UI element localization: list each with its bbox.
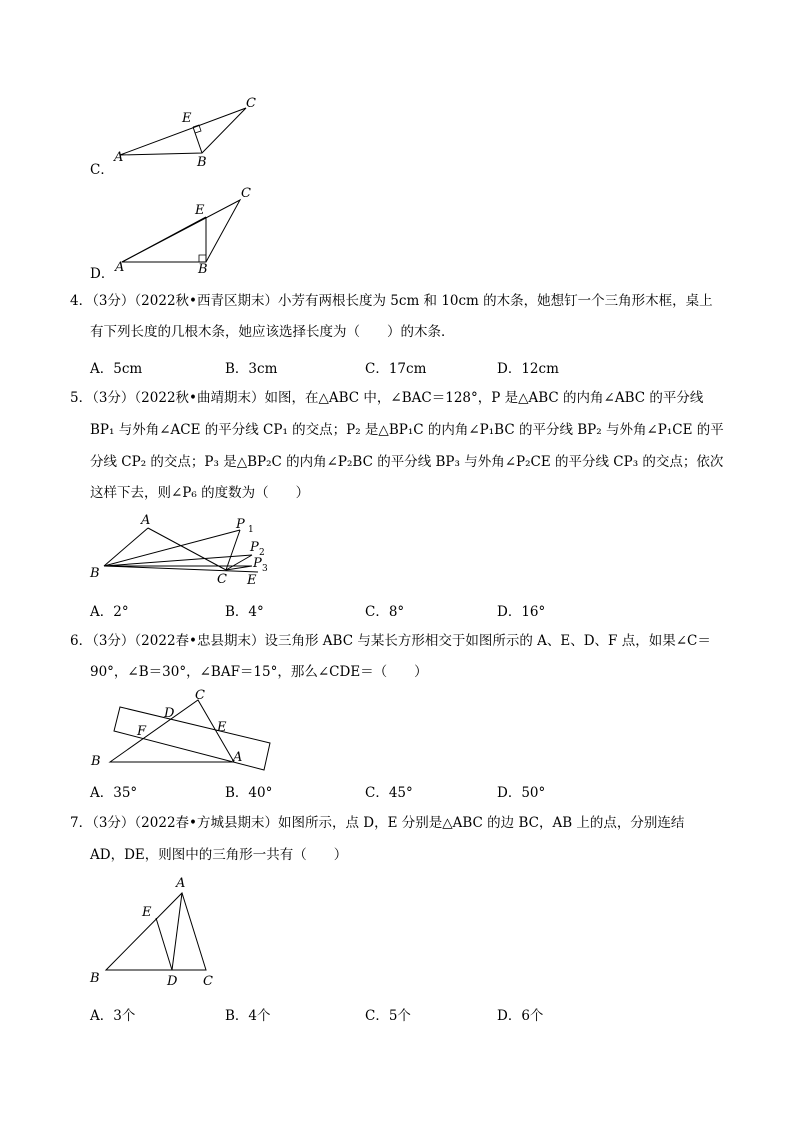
q5-label-e: E — [247, 573, 257, 588]
q5-line3: 分线 CP₂ 的交点；P₃ 是△BP₂C 的内角∠P₂BC 的平分线 BP₃ 与外角∠P₂CE 的平分线 CP₃ 的交点；依次 — [90, 454, 724, 470]
q7-label-e: E — [142, 905, 152, 920]
q3d-label-e: E — [195, 203, 205, 218]
q5-option-d[interactable]: D．16° — [497, 604, 546, 620]
q3-option-d-label: D． — [90, 266, 115, 282]
q4-line2: 有下列长度的几根木条，她应该选择长度为（ ）的木条． — [90, 324, 455, 340]
q5-label-b: B — [90, 566, 100, 581]
q6-label-c: C — [195, 688, 205, 703]
q3d-label-c: C — [241, 186, 251, 201]
q7-option-b[interactable]: B．4个 — [225, 1008, 271, 1024]
q6-label-b: B — [91, 754, 101, 769]
q5-line1: 5．（3分）（2022秋•曲靖期末）如图，在△ABC 中，∠BAC＝128°，P 是△ABC 的内角∠ABC 的平分线 — [70, 390, 704, 406]
q6-label-d: D — [164, 706, 175, 721]
q5-label-p1: P — [236, 517, 245, 532]
q6-label-f: F — [137, 724, 147, 739]
q7-label-c: C — [203, 974, 213, 989]
q7-option-c[interactable]: C．5个 — [365, 1008, 411, 1024]
q5-label-p1-sub: 1 — [248, 525, 254, 535]
q6-option-a[interactable]: A．35° — [90, 785, 138, 801]
q7-label-d: D — [167, 974, 178, 989]
q4-line1: 4．（3分）（2022秋•西青区期末）小芳有两根长度为 5cm 和 10cm 的木条，她想钉一个三角形木框，桌上 — [70, 293, 713, 309]
q5-label-c: C — [217, 572, 227, 587]
q4-option-b[interactable]: B．3cm — [225, 361, 278, 377]
q6-line1: 6．（3分）（2022春•忠县期末）设三角形 ABC 与某长方形相交于如图所示的 A、E、D、F 点，如果∠C＝ — [70, 633, 711, 649]
q5-option-a[interactable]: A．2° — [90, 604, 129, 620]
q6-option-b[interactable]: B．40° — [225, 785, 273, 801]
q5-line2: BP₁ 与外角∠ACE 的平分线 CP₁ 的交点；P₂ 是△BP₁C 的内角∠P₁BC 的平分线 BP₂ 与外角∠P₁CE 的平 — [90, 422, 724, 438]
q3c-label-a: A — [114, 150, 124, 165]
q7-option-d[interactable]: D．6个 — [497, 1008, 544, 1024]
q5-option-b[interactable]: B．4° — [225, 604, 264, 620]
q6-line2: 90°，∠B＝30°，∠BAF＝15°，那么∠CDE＝（ ） — [90, 664, 428, 680]
q3c-label-b: B — [197, 155, 207, 170]
q3d-label-a: A — [115, 260, 125, 275]
q5-line4: 这样下去，则∠P₆ 的度数为（ ） — [90, 485, 310, 501]
q7-option-a[interactable]: A．3个 — [90, 1008, 136, 1024]
q7-line1: 7．（3分）（2022春•方城县期末）如图所示，点 D，E 分别是△ABC 的边 BC，AB 上的点，分别连结 — [70, 815, 685, 831]
q5-label-p2: P — [250, 540, 259, 555]
q5-label-p3: P — [253, 556, 262, 571]
q6-option-c[interactable]: C．45° — [365, 785, 413, 801]
q6-option-d[interactable]: D．50° — [497, 785, 546, 801]
q5-label-p2-sub: 2 — [259, 548, 265, 558]
q4-option-a[interactable]: A．5cm — [90, 361, 143, 377]
q3c-label-e: E — [182, 111, 192, 126]
q3c-label-c: C — [246, 96, 256, 111]
q5-option-c[interactable]: C．8° — [365, 604, 405, 620]
q5-label-a: A — [141, 513, 151, 528]
q7-line2: AD，DE，则图中的三角形一共有（ ） — [90, 847, 348, 863]
q4-option-d[interactable]: D．12cm — [497, 361, 559, 377]
q3d-label-b: B — [198, 262, 208, 277]
q3-option-c-label: C． — [90, 162, 114, 178]
q5-label-p3-sub: 3 — [262, 564, 268, 574]
q4-option-c[interactable]: C．17cm — [365, 361, 427, 377]
q6-label-e: E — [217, 720, 227, 735]
q7-label-b: B — [90, 971, 100, 986]
q7-label-a: A — [176, 876, 186, 891]
q6-label-a: A — [233, 750, 243, 765]
